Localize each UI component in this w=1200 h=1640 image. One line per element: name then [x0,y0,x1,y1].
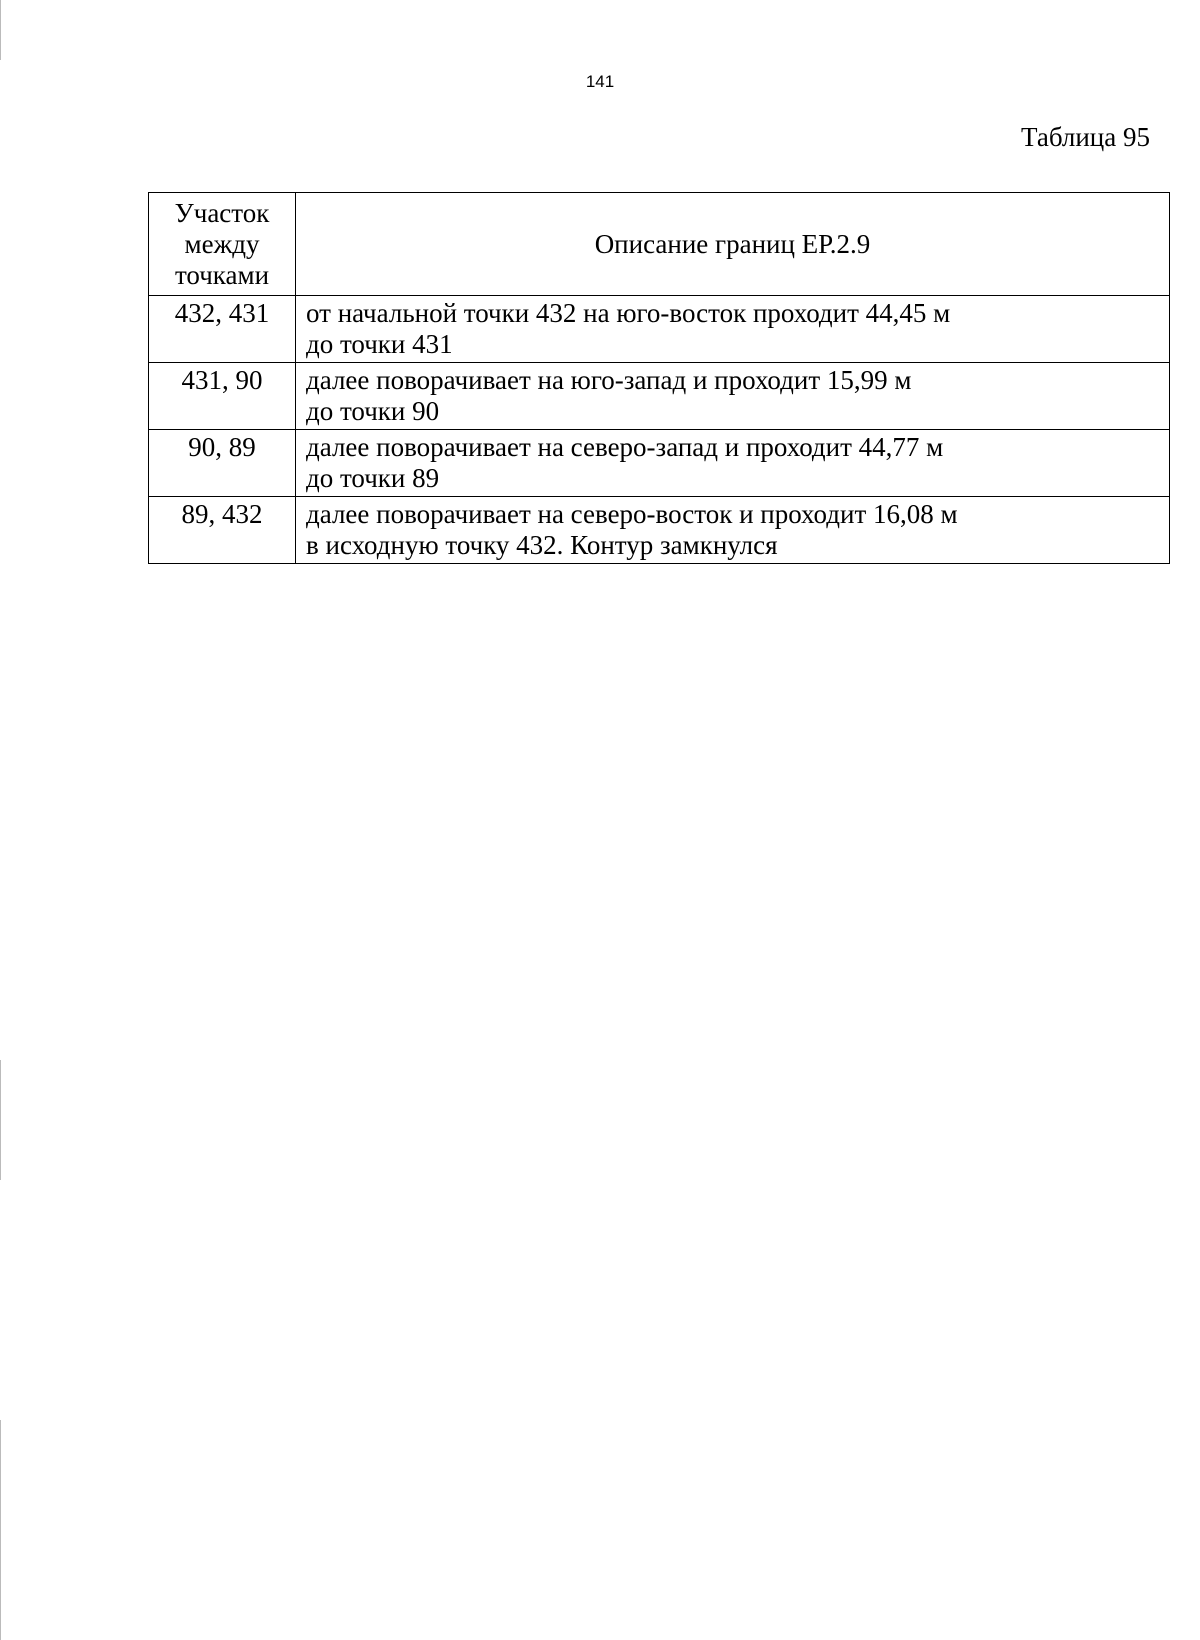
segment-header-line: Участок [174,197,270,228]
segment-header-line: точками [174,259,270,290]
scan-edge-mark [0,1060,1,1180]
description-line: далее поворачивает на юго-запад и проходит 15,99 м [306,365,912,395]
table-row [149,497,1170,564]
description-line: от начальной точки 432 на юго-восток проходит 44,45 м [306,298,951,328]
description-header: Описание границ ЕР.2.9 [296,193,1170,296]
boundary-table [148,192,1170,564]
table-caption: Таблица 95 [1021,122,1150,152]
table-row [149,296,1170,363]
description-line: до точки 89 [306,463,440,493]
scan-edge-mark [0,0,1,60]
description-line: до точки 431 [306,329,453,359]
description-cell [296,363,1170,430]
table-header-row [149,193,1170,296]
description-cell [296,430,1170,497]
segment-header-line: между [184,228,260,259]
table-row [149,430,1170,497]
page-number: 141 [585,72,615,91]
table-row [149,363,1170,430]
description-line: далее поворачивает на северо-восток и проходит 16,08 м [306,499,958,529]
description-line: в исходную точку 432. Контур замкнулся [306,530,778,560]
description-cell [296,497,1170,564]
segment-cell: 89, 432 [149,497,296,564]
scan-edge-mark [0,1420,1,1640]
segment-cell: 431, 90 [149,363,296,430]
description-line: до точки 90 [306,396,440,426]
description-line: далее поворачивает на северо-запад и проходит 44,77 м [306,432,944,462]
segment-cell: 432, 431 [149,296,296,363]
segment-cell: 90, 89 [149,430,296,497]
segment-header [149,193,296,296]
description-cell [296,296,1170,363]
